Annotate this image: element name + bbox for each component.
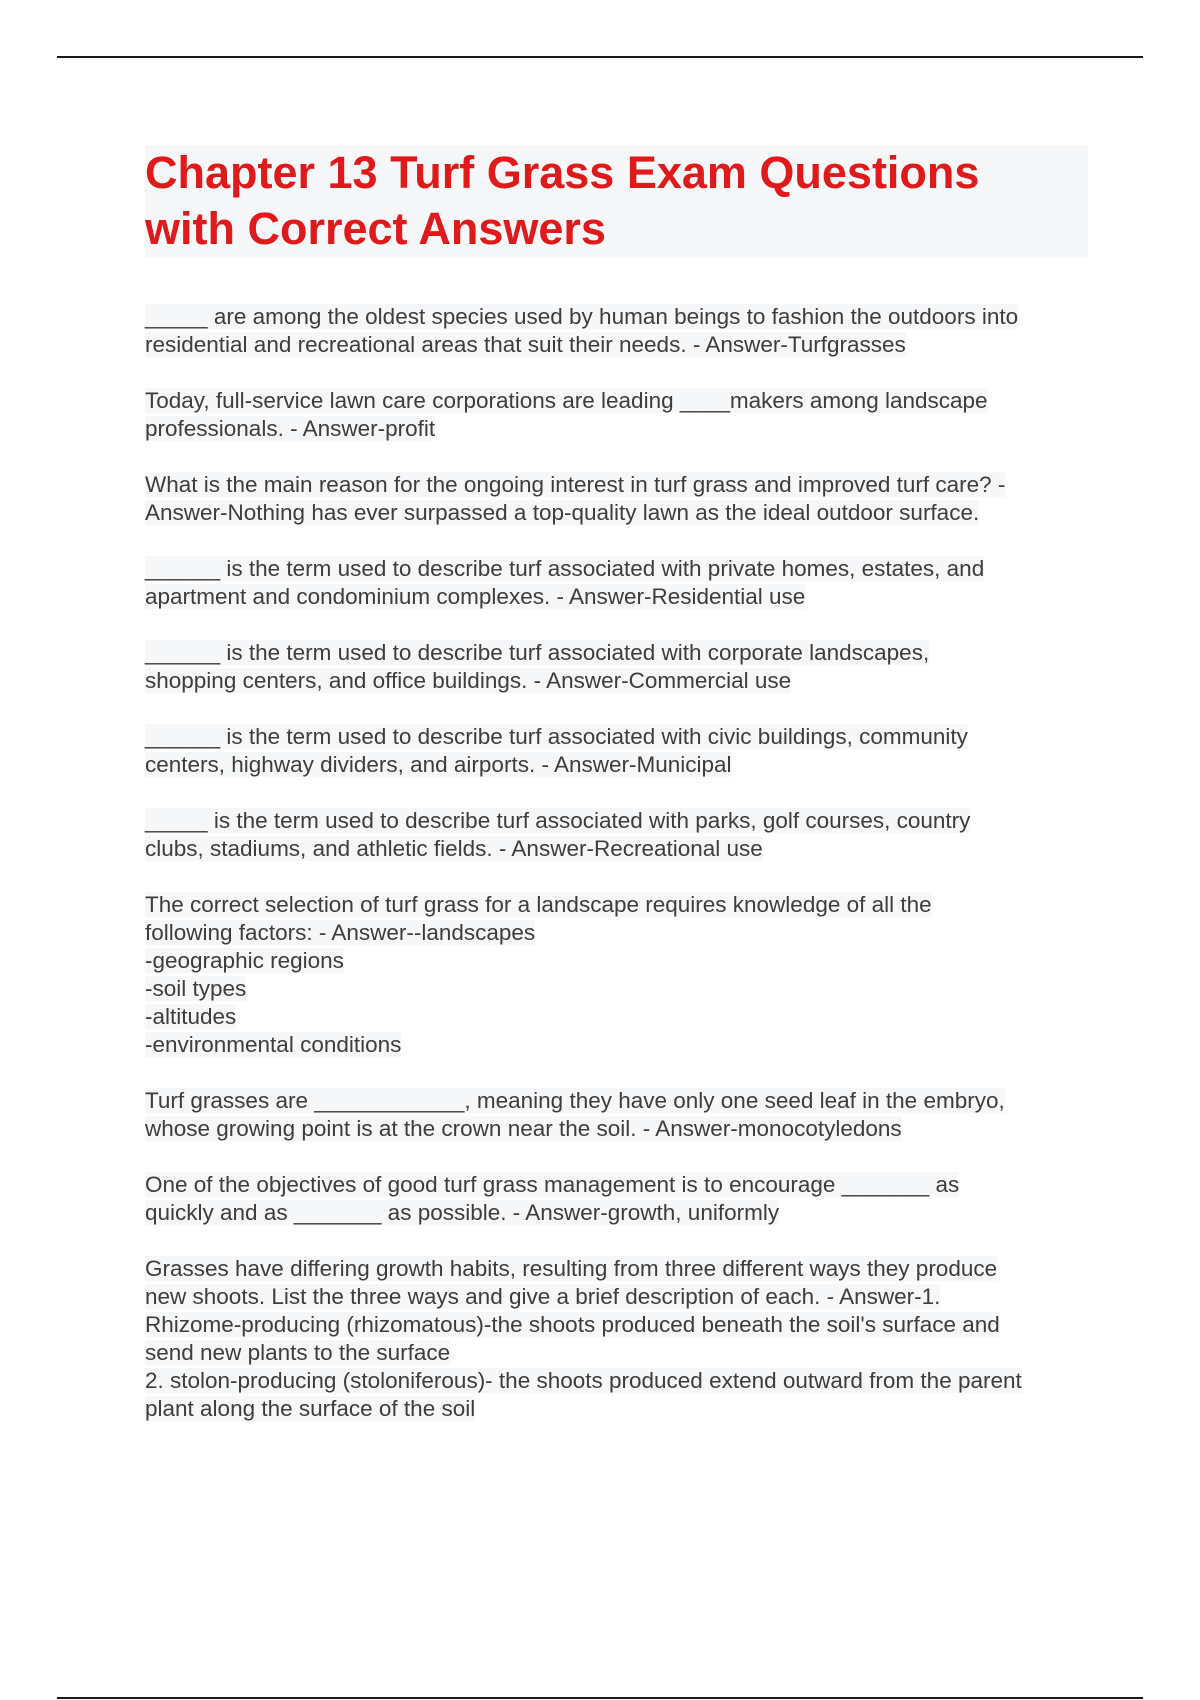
document-title: Chapter 13 Turf Grass Exam Questions with Correct Answers (145, 147, 980, 254)
question-text: One of the objectives of good turf grass management is to encourage _______ as quickly and as _______ as possible. - Answer-growth, uniformly (145, 1172, 960, 1225)
question-item (145, 723, 1095, 779)
question-text: ______ is the term used to describe turf associated with corporate landscapes, shopping centers, and office buildings. - Answer-Commercial use (145, 640, 930, 693)
question-text: ______ is the term used to describe turf associated with private homes, estates, and apartment and condominium complexes. - Answer-Residential use (145, 556, 985, 609)
question-text: Turf grasses are ____________, meaning they have only one seed leaf in the embryo, whose growing point is at the crown near the soil. - Answer-monocotyledons (145, 1088, 1005, 1141)
question-list (145, 303, 1095, 1451)
question-text: Grasses have differing growth habits, resulting from three different ways they produce new shoots. List the three ways and give a brief description of each. - Answer-1. Rhizome-producing (rhizomatous)-the shoots produced beneath the soil's surface and send new plants to the surface 2. stolon-producing (stoloniferous)- the shoots produced extend outward from the parent plant along the surface of the soil (145, 1256, 1022, 1421)
question-item (145, 555, 1095, 611)
question-item (145, 471, 1095, 527)
question-text: _____ is the term used to describe turf associated with parks, golf courses, country clubs, stadiums, and athletic fields. - Answer-Recreational use (145, 808, 971, 861)
question-text: ______ is the term used to describe turf associated with civic buildings, community centers, highway dividers, and airports. - Answer-Municipal (145, 724, 968, 777)
question-item (145, 1255, 1095, 1423)
bottom-rule (57, 1697, 1143, 1699)
question-text: Today, full-service lawn care corporations are leading ____makers among landscape professionals. - Answer-profit (145, 388, 988, 441)
question-item (145, 387, 1095, 443)
top-rule (57, 56, 1143, 58)
question-item (145, 891, 1095, 1059)
question-text: What is the main reason for the ongoing interest in turf grass and improved turf care? - Answer-Nothing has ever surpassed a top-quality lawn as the ideal outdoor surface. (145, 472, 1006, 525)
question-text: _____ are among the oldest species used by human beings to fashion the outdoors into residential and recreational areas that suit their needs. - Answer-Turfgrasses (145, 304, 1019, 357)
question-item (145, 1087, 1095, 1143)
question-item (145, 807, 1095, 863)
title-block (145, 145, 1088, 257)
question-item (145, 1171, 1095, 1227)
question-item (145, 639, 1095, 695)
question-item (145, 303, 1095, 359)
question-text: The correct selection of turf grass for a landscape requires knowledge of all the following factors: - Answer--landscapes -geographic regions -soil types -altitudes -environmental conditions (145, 892, 932, 1057)
